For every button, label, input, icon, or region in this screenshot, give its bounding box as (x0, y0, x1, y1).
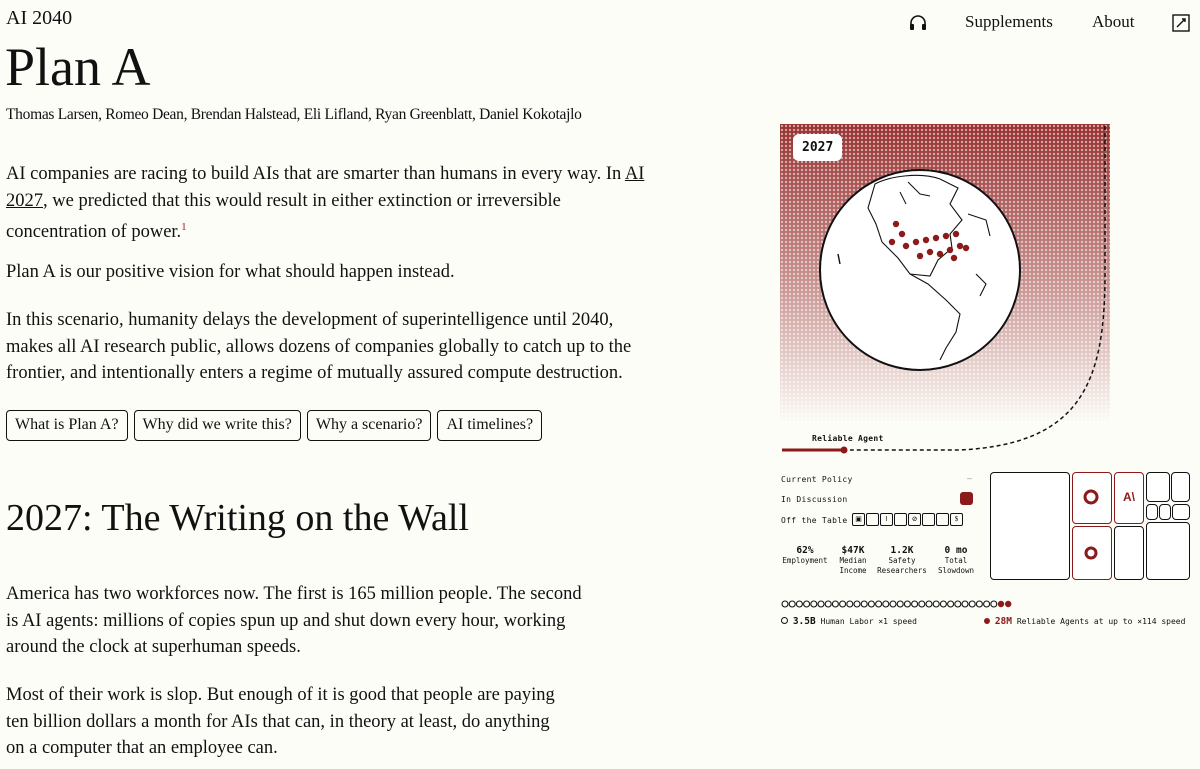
box-icon-2[interactable] (922, 513, 935, 526)
ban-icon[interactable]: ⊘ (908, 513, 921, 526)
footnote-marker[interactable]: 1 (181, 221, 187, 233)
treemap-cell-openai[interactable] (1072, 472, 1112, 524)
reliable-agent-dot (1005, 601, 1011, 607)
stat-safety-researchers: 1.2K Safety Researchers (877, 545, 927, 575)
human-labor-dot (804, 601, 810, 607)
milestone-label: Reliable Agent (812, 434, 884, 443)
dollar-icon[interactable]: $ (950, 513, 963, 526)
human-labor-dot (825, 601, 831, 607)
human-labor-dot (811, 601, 817, 607)
human-labor-dot (955, 601, 961, 607)
nav-about[interactable]: About (1092, 12, 1135, 31)
human-labor-dot (897, 601, 903, 607)
workforce-dots (780, 597, 1100, 615)
treemap-cell-large[interactable] (990, 472, 1070, 580)
human-labor-dot (912, 601, 918, 607)
human-labor-dot (818, 601, 824, 607)
human-labor-dot (883, 601, 889, 607)
human-labor-dot (876, 601, 882, 607)
treemap-cell-10[interactable] (1159, 504, 1171, 520)
treemap-cell-6[interactable] (1114, 526, 1144, 580)
timeline-marker (841, 447, 848, 454)
ai-2027-link[interactable]: AI 2027 (6, 164, 645, 211)
off-the-table-label: Off the Table (781, 516, 848, 525)
treemap-cell-google[interactable] (1072, 526, 1112, 580)
human-labor-legend: 3.5B Human Labor ×1 speed (781, 616, 917, 627)
faq-buttons (6, 410, 542, 441)
intro-paragraph-3: In this scenario, humanity delays the development of superintelligence until 2040, makes all AI research public, allows dozens of companies globally to catch up to the frontier, and intentionally enters a regime of mutually assured compute destruction. (6, 310, 632, 383)
human-labor-dot (840, 601, 846, 607)
in-discussion-label: In Discussion (781, 495, 848, 504)
human-labor-dot (796, 601, 802, 607)
treemap-cell-8[interactable] (1171, 472, 1190, 502)
intro-paragraph-2: Plan A is our positive vision for what should happen instead. (6, 262, 455, 282)
stat-median-income: $47K Median Income (839, 545, 867, 575)
human-labor-dot (976, 601, 982, 607)
nav-supplements[interactable]: Supplements (965, 12, 1053, 31)
site-title[interactable]: AI 2040 (6, 7, 73, 29)
box-icon-3[interactable] (936, 513, 949, 526)
treemap-cell-11[interactable] (1172, 504, 1190, 520)
human-labor-dot (940, 601, 946, 607)
human-labor-dot (919, 601, 925, 607)
human-labor-dot (832, 601, 838, 607)
chip-icon[interactable]: ▣ (852, 513, 865, 526)
current-policy-value: — (967, 474, 973, 483)
discussion-policy-icon[interactable] (960, 492, 973, 505)
edit-icon[interactable] (1172, 14, 1190, 37)
stat-employment: 62% Employment (782, 545, 828, 565)
headphones-icon[interactable] (908, 14, 928, 37)
page-title: Plan A (5, 37, 151, 97)
treemap-cell-9[interactable] (1146, 504, 1158, 520)
human-labor-dot (933, 601, 939, 607)
human-labor-dot (904, 601, 910, 607)
human-labor-dot (948, 601, 954, 607)
scenario-visual (780, 124, 1110, 457)
human-labor-dot (789, 601, 795, 607)
current-policy-label: Current Policy (781, 475, 853, 484)
human-labor-dot (868, 601, 874, 607)
human-labor-dot (991, 601, 997, 607)
human-labor-dot (969, 601, 975, 607)
ai-timelines-button[interactable]: AI timelines? (437, 410, 542, 441)
globe-graphic (820, 170, 1020, 370)
why-scenario-button[interactable]: Why a scenario? (307, 410, 432, 441)
treemap-cell-12[interactable] (1146, 522, 1190, 580)
section-paragraph-2: Most of their work is slop. But enough of it is good that people are paying ten billion dollars a month for AIs that can, in theory at least, do anything on a computer that an employee can. (6, 685, 555, 758)
company-treemap (990, 472, 1190, 580)
section-paragraph-1: America has two workforces now. The first is 165 million people. The second is AI agents: millions of copies spun up and shut down every hour, working around the clock at superhuman speeds. (6, 584, 582, 657)
human-labor-dot (890, 601, 896, 607)
human-labor-dot (962, 601, 968, 607)
human-labor-dot (926, 601, 932, 607)
human-labor-dot (782, 601, 788, 607)
section-heading: 2027: The Writing on the Wall (6, 497, 469, 539)
what-is-plan-a-button[interactable]: What is Plan A? (6, 410, 128, 441)
reliable-agents-legend: 28M Reliable Agents at up to ×114 speed (984, 616, 1185, 627)
stat-total-slowdown: 0 mo Total Slowdown (937, 545, 975, 575)
server-icon[interactable]: ‖ (880, 513, 893, 526)
year-badge: 2027 (793, 134, 842, 161)
block-icon[interactable] (894, 513, 907, 526)
treemap-cell-7[interactable] (1146, 472, 1170, 502)
human-labor-dot (861, 601, 867, 607)
why-write-button[interactable]: Why did we write this? (134, 410, 301, 441)
human-labor-dot (854, 601, 860, 607)
reliable-agent-dot (998, 601, 1004, 607)
human-labor-dot (984, 601, 990, 607)
off-table-icons (852, 513, 964, 526)
authors: Thomas Larsen, Romeo Dean, Brendan Halstead, Eli Lifland, Ryan Greenblatt, Daniel Kokotajlo (6, 106, 582, 123)
intro-paragraph-1: AI companies are racing to build AIs that are smarter than humans in every way. In AI 2027, we predicted that this would result in either extinction or irreversible concentration of power.$^1$ (6, 164, 645, 243)
treemap-cell-anthropic[interactable]: A\ (1114, 472, 1144, 524)
box-icon[interactable] (866, 513, 879, 526)
human-labor-dot (847, 601, 853, 607)
